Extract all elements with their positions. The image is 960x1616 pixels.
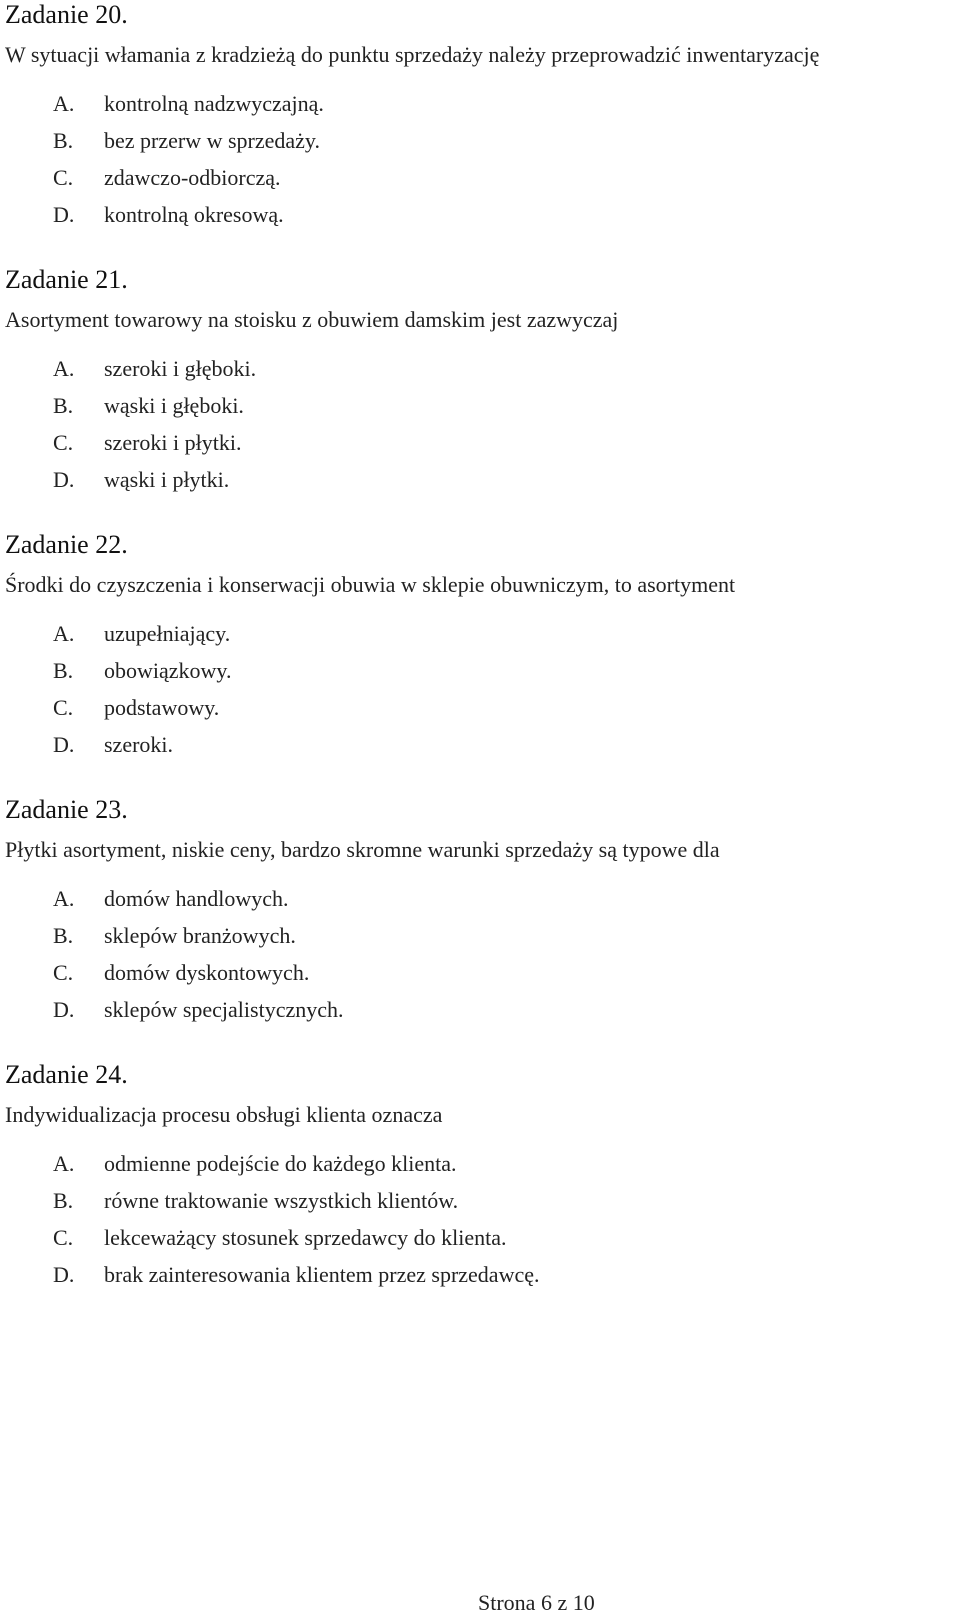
answer-text: sklepów branżowych. [104, 923, 296, 948]
answer-option-d [53, 732, 232, 769]
answer-letter: C. [53, 1225, 74, 1250]
answer-letter: D. [53, 732, 75, 757]
task-title: Zadanie 21. [5, 265, 128, 294]
answer-letter: D. [53, 1262, 75, 1287]
answer-letter: D. [53, 202, 75, 227]
answer-letter: A. [53, 91, 75, 116]
answer-text: szeroki. [104, 732, 174, 757]
answer-text: lekceważący stosunek sprzedawcy do klienta. [104, 1225, 507, 1250]
task-title: Zadanie 23. [5, 795, 128, 824]
task-question: Płytki asortyment, niskie ceny, bardzo skromne warunki sprzedaży są typowe dla [5, 837, 720, 862]
answer-letter: B. [53, 128, 74, 153]
answer-text: obowiązkowy. [104, 658, 232, 683]
answer-option-a [53, 356, 256, 393]
answer-letter: B. [53, 658, 74, 683]
answer-text: zdawczo-odbiorczą. [104, 165, 281, 190]
task-22 [5, 530, 955, 757]
answer-list [53, 1151, 540, 1299]
answer-list [53, 886, 344, 1034]
answer-list [53, 356, 256, 504]
answer-option-c [53, 430, 256, 467]
page-number: Strona 6 z 10 [478, 1590, 595, 1615]
answer-letter: C. [53, 430, 74, 455]
answer-option-b [53, 1188, 540, 1225]
task-21 [5, 265, 955, 492]
answer-option-c [53, 695, 232, 732]
answer-letter: C. [53, 165, 74, 190]
answer-letter: A. [53, 886, 75, 911]
answer-option-c [53, 165, 324, 202]
task-20 [5, 0, 955, 227]
answer-letter: A. [53, 1151, 75, 1176]
task-question: W sytuacji włamania z kradzieżą do punktu sprzedaży należy przeprowadzić inwentaryzację [5, 42, 820, 67]
task-question: Asortyment towarowy na stoisku z obuwiem damskim jest zazwyczaj [5, 307, 619, 332]
answer-list [53, 621, 232, 769]
task-title: Zadanie 20. [5, 0, 128, 29]
answer-text: równe traktowanie wszystkich klientów. [104, 1188, 459, 1213]
answer-option-d [53, 1262, 540, 1299]
answer-letter: C. [53, 695, 74, 720]
answer-option-d [53, 997, 344, 1034]
answer-option-d [53, 467, 256, 504]
answer-text: podstawowy. [104, 695, 220, 720]
answer-text: uzupełniający. [104, 621, 231, 646]
answer-text: sklepów specjalistycznych. [104, 997, 344, 1022]
task-title: Zadanie 22. [5, 530, 128, 559]
answer-text: wąski i głęboki. [104, 393, 244, 418]
answer-option-d [53, 202, 324, 239]
answer-option-b [53, 923, 344, 960]
answer-list [53, 91, 324, 239]
answer-option-b [53, 128, 324, 165]
answer-option-c [53, 960, 344, 997]
answer-option-b [53, 393, 256, 430]
answer-letter: D. [53, 997, 75, 1022]
answer-option-a [53, 91, 324, 128]
task-23 [5, 795, 955, 1022]
answer-letter: B. [53, 1188, 74, 1213]
answer-text: kontrolną okresową. [104, 202, 284, 227]
answer-letter: A. [53, 621, 75, 646]
answer-text: domów dyskontowych. [104, 960, 310, 985]
answer-letter: B. [53, 923, 74, 948]
answer-letter: B. [53, 393, 74, 418]
answer-option-a [53, 886, 344, 923]
task-question: Środki do czyszczenia i konserwacji obuwia w sklepie obuwniczym, to asortyment [5, 572, 736, 597]
answer-option-c [53, 1225, 540, 1262]
answer-option-a [53, 621, 232, 658]
answer-text: szeroki i płytki. [104, 430, 242, 455]
answer-text: szeroki i głęboki. [104, 356, 257, 381]
answer-option-b [53, 658, 232, 695]
answer-option-a [53, 1151, 540, 1188]
answer-letter: D. [53, 467, 75, 492]
task-question: Indywidualizacja procesu obsługi klienta oznacza [5, 1102, 443, 1127]
answer-text: domów handlowych. [104, 886, 289, 911]
answer-text: kontrolną nadzwyczajną. [104, 91, 324, 116]
answer-text: bez przerw w sprzedaży. [104, 128, 321, 153]
answer-letter: A. [53, 356, 75, 381]
answer-letter: C. [53, 960, 74, 985]
answer-text: wąski i płytki. [104, 467, 230, 492]
answer-text: brak zainteresowania klientem przez sprzedawcę. [104, 1262, 540, 1287]
task-24 [5, 1060, 955, 1287]
task-title: Zadanie 24. [5, 1060, 128, 1089]
answer-text: odmienne podejście do każdego klienta. [104, 1151, 457, 1176]
